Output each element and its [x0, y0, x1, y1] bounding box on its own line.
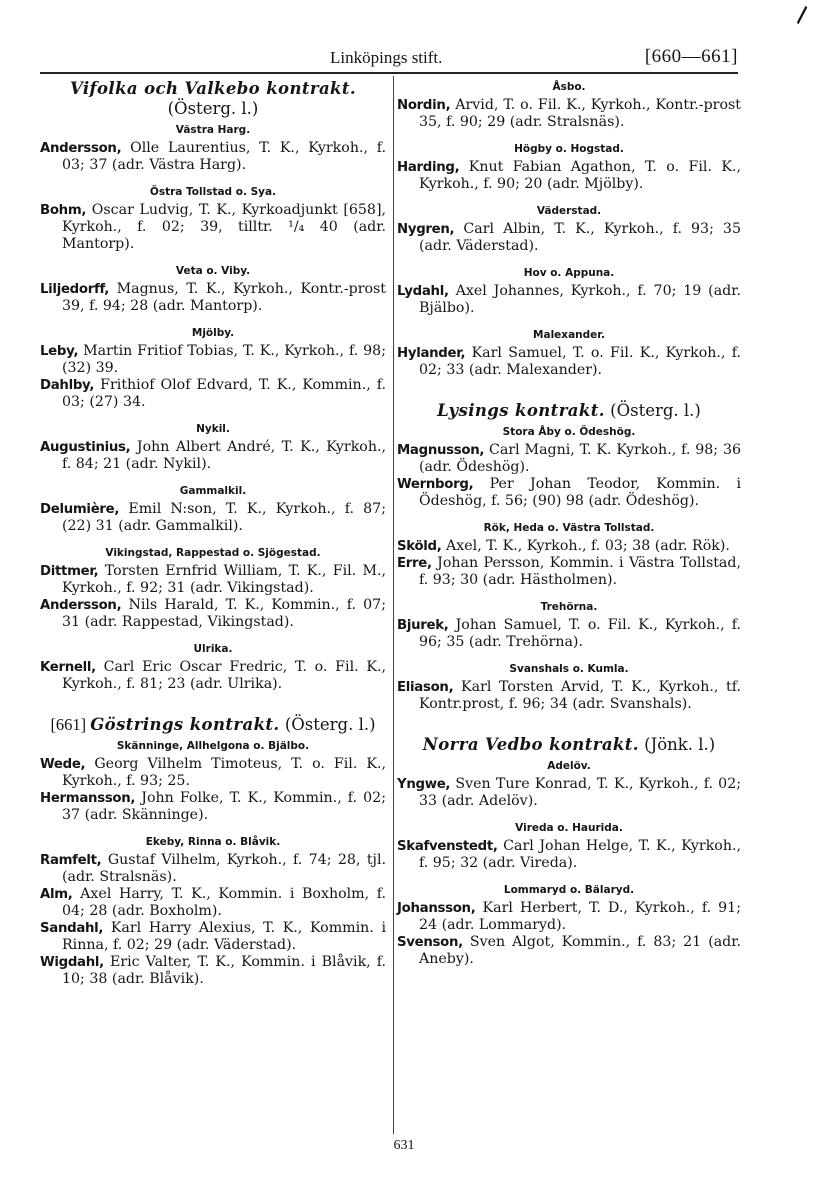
entry-details: Magnus, T. K., Kyrkoh., Kontr.-prost 39, f. 94; 28 (adr. Mantorp).: [62, 281, 386, 314]
contract-heading: [397, 401, 741, 421]
entry-surname: Yngwe,: [397, 777, 451, 792]
clergy-entry: [40, 140, 386, 174]
parish-heading: Svanshals o. Kumla.: [509, 663, 629, 675]
parish-heading: Veta o. Viby.: [175, 265, 251, 277]
entry-surname: Andersson,: [40, 141, 122, 156]
entry-surname: Alm,: [40, 887, 73, 902]
entry-details: Johan Persson, Kommin. i Västra Tollstad, f. 93; 30 (adr. Hästholmen).: [419, 555, 741, 588]
entry-details: Karl Harry Alexius, T. K., Kommin. i Rinna, f. 02; 29 (adr. Väderstad).: [62, 920, 386, 953]
entry-surname: Skafvenstedt,: [397, 839, 498, 854]
parish-heading: Väderstad.: [536, 205, 602, 217]
parish-heading: Nykil.: [196, 423, 230, 435]
clergy-entry: [40, 563, 386, 597]
clergy-entry: [397, 221, 741, 255]
entry-surname: Dittmer,: [40, 564, 99, 579]
entry-details: Martin Fritiof Tobias, T. K., Kyrkoh., f. 98; (32) 39.: [62, 343, 386, 376]
clergy-entry: [40, 852, 386, 886]
entry-details: Carl Magni, T. K. Kyrkoh., f. 98; 36 (adr. Ödeshög).: [419, 442, 741, 475]
entry-surname: Erre,: [397, 556, 432, 571]
parish-heading: Stora Åby o. Ödeshög.: [502, 426, 636, 438]
entry-surname: Bjurek,: [397, 618, 449, 633]
clergy-entry: [397, 900, 741, 934]
entry-surname: Wernborg,: [397, 477, 474, 492]
contract-name: Göstrings kontrakt.: [90, 715, 280, 734]
entry-details: John Folke, T. K., Kommin., f. 02; 37 (adr. Skänninge).: [62, 790, 386, 823]
contract-heading: [397, 735, 741, 755]
parish-heading: Vikingstad, Rappestad o. Sjögestad.: [105, 547, 321, 559]
clergy-entry: [397, 283, 741, 317]
entry-details: Gustaf Vilhelm, Kyrkoh., f. 74; 28, tjl. (adr. Stralsnäs).: [62, 852, 386, 885]
entry-details: Carl Eric Oscar Fredric, T. o. Fil. K., Kyrkoh., f. 81; 23 (adr. Ulrika).: [62, 659, 386, 692]
corner-mark: \: [789, 2, 814, 28]
entry-details: Frithiof Olof Edvard, T. K., Kommin., f. 03; (27) 34.: [62, 377, 386, 410]
parish-heading: Ekeby, Rinna o. Blåvik.: [145, 836, 281, 848]
entry-details: John Albert André, T. K., Kyrkoh., f. 84; 21 (adr. Nykil).: [62, 439, 386, 472]
parish-heading: Skänninge, Allhelgona o. Bjälbo.: [116, 740, 310, 752]
entry-details: Karl Samuel, T. o. Fil. K., Kyrkoh., f. 02; 33 (adr. Malexander).: [419, 345, 741, 378]
contract-name: Norra Vedbo kontrakt.: [422, 735, 639, 754]
contract-heading: [40, 715, 386, 735]
clergy-entry: [40, 343, 386, 377]
entry-surname: Lydahl,: [397, 284, 449, 299]
parish-heading: Malexander.: [533, 329, 605, 341]
page-header: [40, 44, 738, 74]
parish-heading: Högby o. Hogstad.: [514, 143, 624, 155]
clergy-entry: [397, 538, 741, 555]
contract-county: (Österg. l.): [610, 401, 701, 420]
entry-surname: Ramfelt,: [40, 853, 102, 868]
clergy-entry: [397, 555, 741, 589]
column-divider: [393, 76, 394, 1134]
clergy-entry: [397, 97, 741, 131]
entry-details: Knut Fabian Agathon, T. o. Fil. K., Kyrkoh., f. 90; 20 (adr. Mjölby).: [419, 159, 741, 192]
entry-details: Axel Harry, T. K., Kommin. i Boxholm, f. 04; 28 (adr. Boxholm).: [62, 886, 386, 919]
entry-surname: Sköld,: [397, 539, 442, 554]
clergy-entry: [40, 756, 386, 790]
entry-surname: Wigdahl,: [40, 955, 104, 970]
header-rule: [40, 72, 738, 74]
entry-details: Torsten Ernfrid William, T. K., Fil. M., Kyrkoh., f. 92; 31 (adr. Vikingstad).: [62, 563, 386, 596]
page-range: [660—661]: [644, 46, 738, 67]
entry-details: Carl Albin, T. K., Kyrkoh., f. 93; 35 (adr. Väderstad).: [419, 221, 741, 254]
entry-surname: Dahlby,: [40, 378, 95, 393]
entry-details: Karl Torsten Arvid, T. K., Kyrkoh., tf. Kontr.prost, f. 96; 34 (adr. Svanshals).: [419, 679, 741, 712]
clergy-entry: [397, 934, 741, 968]
right-column: [397, 76, 741, 968]
entry-details: Emil N:son, T. K., Kyrkoh., f. 87; (22) 31 (adr. Gammalkil).: [62, 501, 386, 534]
clergy-entry: [397, 159, 741, 193]
clergy-entry: [397, 679, 741, 713]
entry-surname: Hylander,: [397, 346, 466, 361]
parish-heading: Vireda o. Haurida.: [515, 822, 623, 834]
page-number: 631: [393, 1138, 415, 1153]
entry-surname: Nygren,: [397, 222, 455, 237]
parish-heading: Trehörna.: [540, 601, 598, 613]
clergy-entry: [397, 838, 741, 872]
entry-surname: Magnusson,: [397, 443, 485, 458]
entry-details: Axel Johannes, Kyrkoh., f. 70; 19 (adr. Bjälbo).: [419, 283, 741, 316]
contract-county: (Österg. l.): [284, 715, 376, 734]
entry-details: Karl Herbert, T. D., Kyrkoh., f. 91; 24 (adr. Lommaryd).: [419, 900, 741, 933]
contract-county: (Jönk. l.): [644, 735, 716, 754]
entry-surname: Delumière,: [40, 502, 120, 517]
parish-heading: Ulrika.: [193, 643, 233, 655]
entry-surname: Kernell,: [40, 660, 96, 675]
entry-surname: Liljedorff,: [40, 282, 109, 297]
entry-details: Johan Samuel, T. o. Fil. K., Kyrkoh., f. 96; 35 (adr. Trehörna).: [419, 617, 741, 650]
entry-details: Sven Ture Konrad, T. K., Kyrkoh., f. 02; 33 (adr. Adelöv).: [419, 776, 741, 809]
parish-heading: Adelöv.: [547, 760, 591, 772]
entry-details: Arvid, T. o. Fil. K., Kyrkoh., Kontr.-prost 35, f. 90; 29 (adr. Stralsnäs).: [419, 97, 741, 130]
entry-surname: Harding,: [397, 160, 460, 175]
entry-surname: Augustinius,: [40, 440, 131, 455]
contract-name: Vifolka och Valkebo kontrakt.: [69, 79, 357, 98]
parish-heading: Hov o. Appuna.: [523, 267, 615, 279]
entry-details: Olle Laurentius, T. K., Kyrkoh., f. 03; 37 (adr. Västra Harg).: [62, 140, 386, 173]
entry-surname: Nordin,: [397, 98, 451, 113]
parish-heading: Mjölby.: [191, 327, 235, 339]
clergy-entry: [40, 920, 386, 954]
entry-surname: Hermansson,: [40, 791, 136, 806]
entry-details: Eric Valter, T. K., Kommin. i Blåvik, f. 10; 38 (adr. Blåvik).: [62, 954, 386, 987]
clergy-entry: [397, 345, 741, 379]
clergy-entry: [397, 776, 741, 810]
clergy-entry: [40, 439, 386, 473]
clergy-entry: [397, 476, 741, 510]
entry-surname: Sandahl,: [40, 921, 104, 936]
entry-details: Georg Vilhelm Timoteus, T. o. Fil. K., Kyrkoh., f. 93; 25.: [62, 756, 386, 789]
parish-heading: Åsbo.: [552, 81, 586, 93]
parish-heading: Gammalkil.: [179, 485, 247, 497]
clergy-entry: [40, 202, 386, 253]
entry-surname: Andersson,: [40, 598, 122, 613]
clergy-entry: [40, 377, 386, 411]
contract-heading: [40, 79, 386, 99]
entry-surname: Johansson,: [397, 901, 476, 916]
clergy-entry: [40, 886, 386, 920]
contract-county: (Österg. l.): [167, 99, 259, 118]
contract-county-line: [40, 99, 386, 119]
entry-details: Nils Harald, T. K., Kommin., f. 07; 31 (adr. Rappestad, Vikingstad).: [62, 597, 386, 630]
entry-details: Axel, T. K., Kyrkoh., f. 03; 38 (adr. Rök).: [441, 538, 730, 554]
entry-details: Per Johan Teodor, Kommin. i Ödeshög, f. 56; (90) 98 (adr. Ödeshög).: [419, 476, 741, 509]
clergy-entry: [397, 442, 741, 476]
entry-surname: Eliason,: [397, 680, 454, 695]
parish-heading: Västra Harg.: [175, 124, 251, 136]
entry-details: Carl Johan Helge, T. K., Kyrkoh., f. 95; 32 (adr. Vireda).: [419, 838, 741, 871]
clergy-entry: [40, 281, 386, 315]
contract-number: [661]: [50, 715, 87, 734]
entry-details: Sven Algot, Kommin., f. 83; 21 (adr. Aneby).: [419, 934, 741, 967]
parish-heading: Lommaryd o. Bälaryd.: [503, 884, 635, 896]
left-column: [40, 76, 386, 988]
contract-name: Lysings kontrakt.: [437, 401, 605, 420]
clergy-entry: [40, 597, 386, 631]
clergy-entry: [40, 790, 386, 824]
clergy-entry: [40, 501, 386, 535]
parish-heading: Östra Tollstad o. Sya.: [149, 186, 277, 198]
clergy-entry: [40, 954, 386, 988]
clergy-entry: [40, 659, 386, 693]
entry-details: Oscar Ludvig, T. K., Kyrkoadjunkt [658], Kyrkoh., f. 02; 39, tilltr. ¹/₄ 40 (adr. Mantorp).: [62, 202, 386, 252]
entry-surname: Wede,: [40, 757, 86, 772]
parish-heading: Rök, Heda o. Västra Tollstad.: [483, 522, 655, 534]
entry-surname: Svenson,: [397, 935, 463, 950]
entry-surname: Leby,: [40, 344, 79, 359]
entry-surname: Bohm,: [40, 203, 87, 218]
clergy-entry: [397, 617, 741, 651]
running-title: Linköpings stift.: [330, 48, 443, 67]
